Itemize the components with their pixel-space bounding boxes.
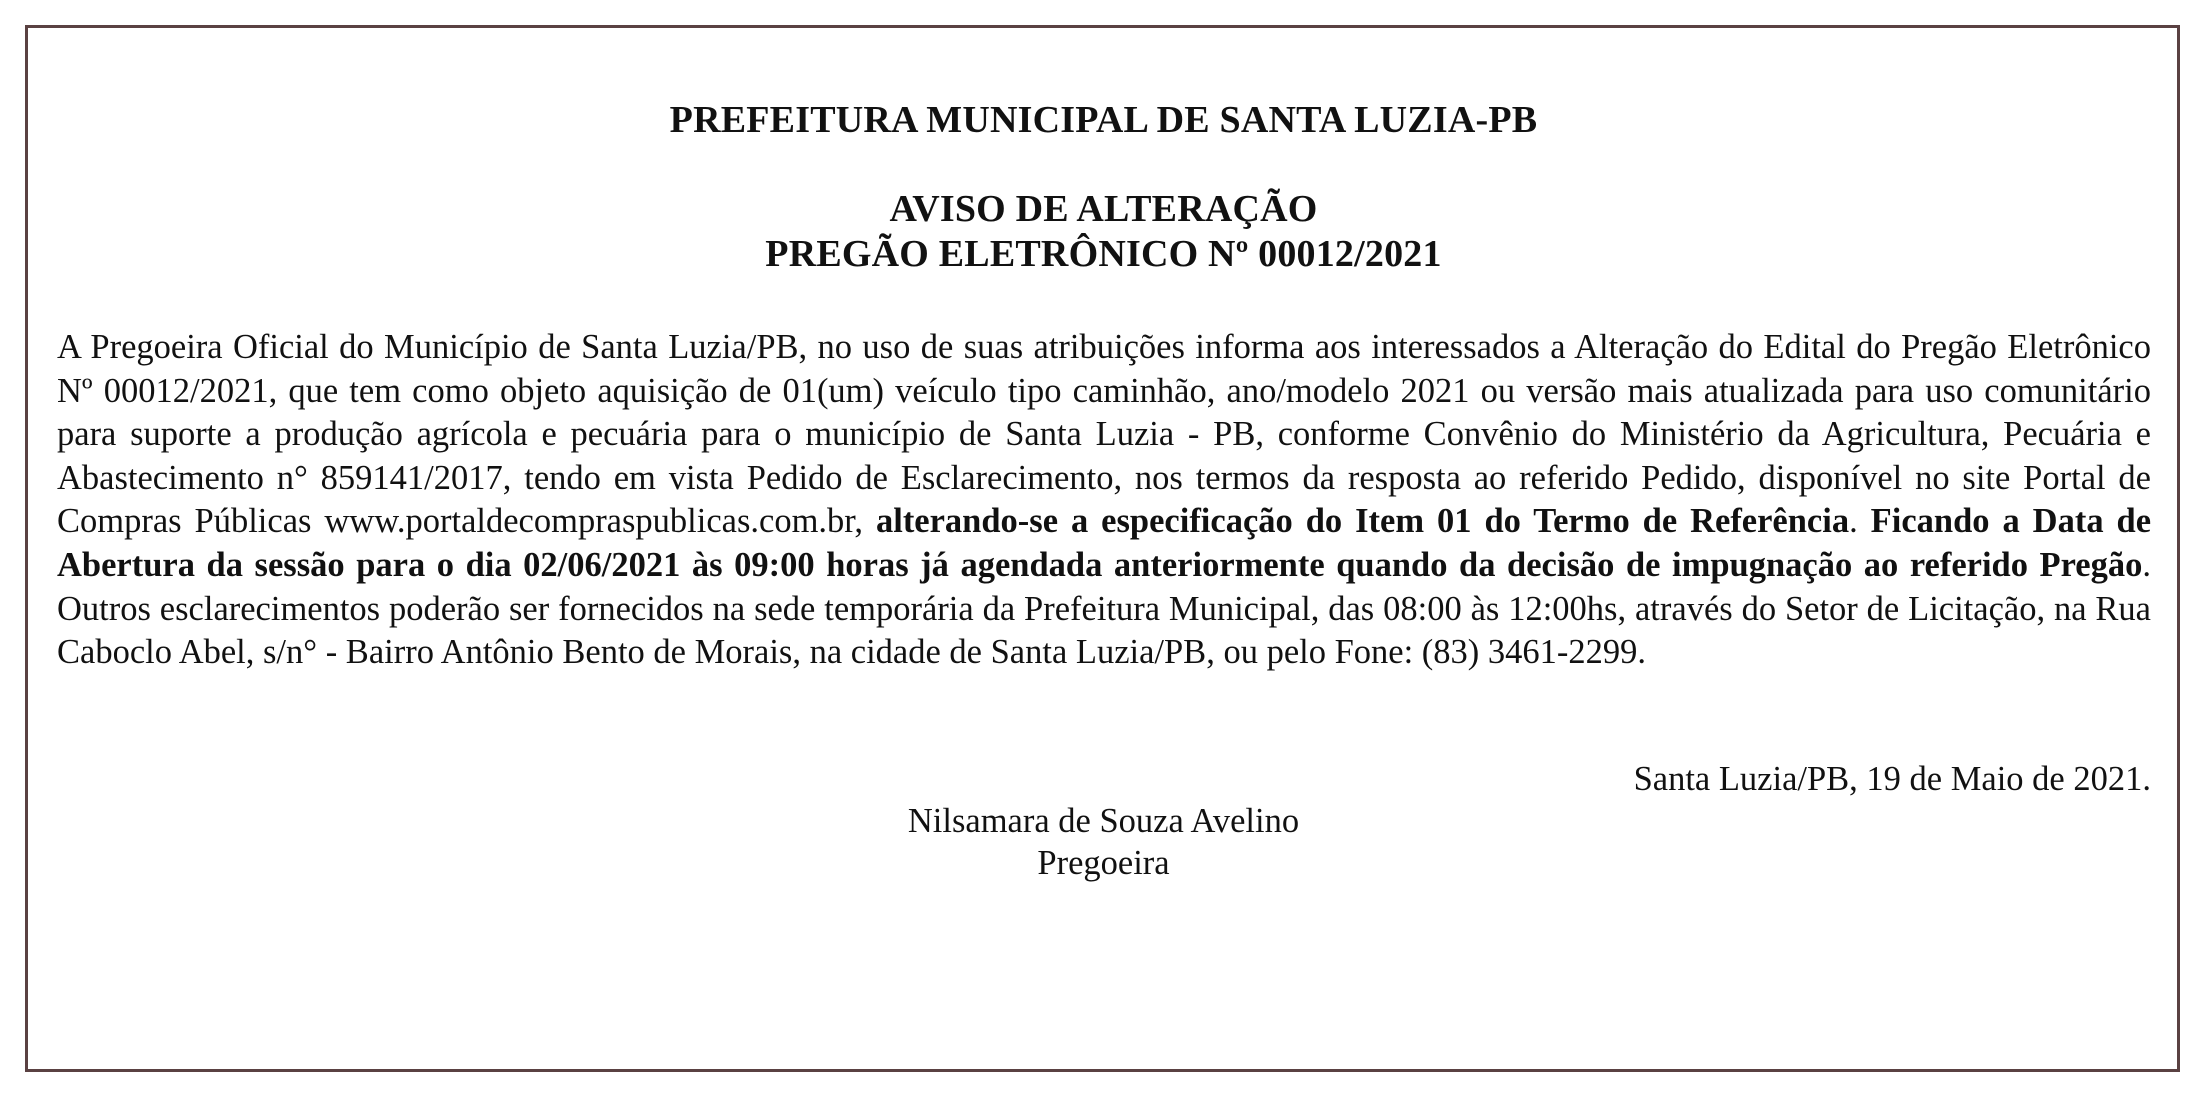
place-date: Santa Luzia/PB, 19 de Maio de 2021. [1633, 760, 2151, 798]
body-closing: . Outros esclarecimentos poderão ser fornecidos na sede temporária da Prefeitura Municipal, das 08:00 às 12:00hs, através do Setor de Licitação, na Rua Caboclo Abel, s/n° - Bairro Antônio Bento de Morais, na cidade de Santa Luzia/PB, ou pelo Fone: (83) 3461-2299. [57, 545, 2151, 672]
notice-type-title: AVISO DE ALTERAÇÃO [889, 188, 1318, 230]
body-intro: A Pregoeira Oficial do Município de Santa Luzia/PB, no uso de suas atribuições informa aos interessados a Alteração do Edital do Pregão Eletrônico Nº 00012/2021, que tem como objeto aquisição de 01(um) veículo tipo caminhão, ano/modelo 2021 ou versão mais atualizada para uso comunitário para suporte a produção agrícola e pecuária para o município de Santa Luzia - PB, conforme Convênio do Ministério da Agricultura, Pecuária e Abastecimento n° 859141/2017, tendo em vista Pedido de Esclarecimento, nos termos da resposta ao referido Pedido, disponível no site Portal de Compras Públicas www.portaldecompraspublicas.com.br, [57, 328, 2151, 541]
signer-role: Pregoeira [1037, 844, 1170, 882]
body-date-highlight: Ficando a Data de Abertura da sessão para o dia 02/06/2021 às 09:00 horas já agendada anteriormente quando da decisão de impugnação ao referido Pregão [57, 502, 2152, 584]
signer-name: Nilsamara de Souza Avelino [907, 802, 1300, 840]
body-change-highlight: alterando-se a especificação do Item 01 do Termo de Referência [875, 502, 1850, 541]
notice-body [57, 326, 2151, 675]
municipality-title: PREFEITURA MUNICIPAL DE SANTA LUZIA-PB [669, 99, 1538, 141]
procedure-title: PREGÃO ELETRÔNICO Nº 00012/2021 [765, 233, 1442, 275]
body-separator: . [1849, 502, 1871, 541]
